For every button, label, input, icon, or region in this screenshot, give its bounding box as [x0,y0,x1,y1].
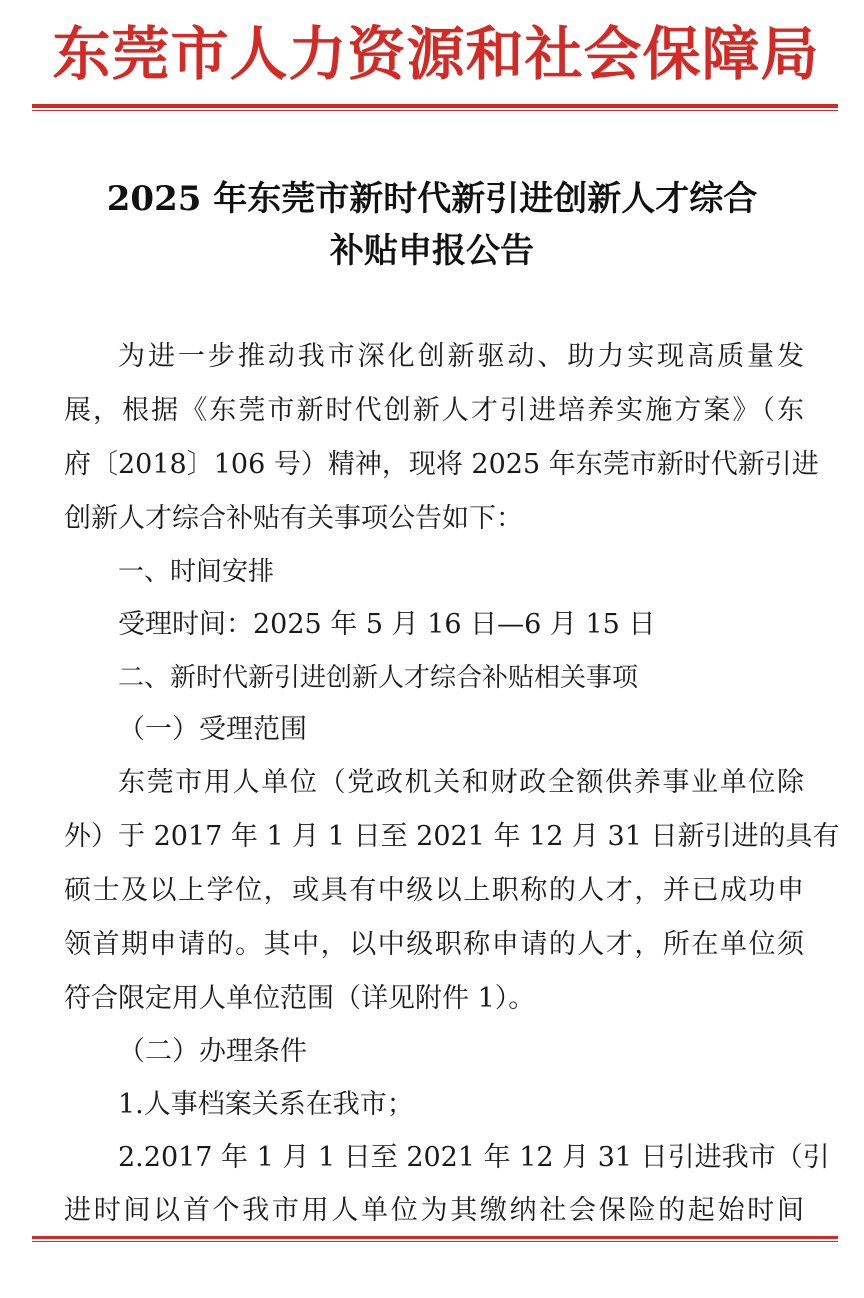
paragraph-line: 东莞市用人单位（党政机关和财政全额供养事业单位除 [118,767,804,798]
paragraph-line: 硕士及以上学位，或具有中级以上职称的人才，并已成功申 [64,875,804,906]
subsection-heading: （二）办理条件 [118,1036,307,1067]
letterhead-org-name: 东莞市人力资源和社会保障局 [52,20,820,88]
paragraph-line: 进时间以首个我市用人单位为其缴纳社会保险的起始时间 [64,1195,804,1226]
paragraph-line: 外）于 2017 年 1 月 1 日至 2021 年 12 月 31 日新引进的具有 [64,821,840,852]
paragraph-line: 领首期申请的。其中，以中级职称申请的人才，所在单位须 [64,929,804,960]
section-heading: 二、新时代新引进创新人才综合补贴相关事项 [118,663,639,693]
paragraph-line: 1.人事档案关系在我市； [118,1089,414,1120]
footer-red-rule [32,1236,838,1239]
paragraph-line: 2.2017 年 1 月 1 日至 2021 年 12 月 31 日引进我市（引 [118,1142,830,1173]
paragraph-line: 府〔2018〕106 号）精神，现将 2025 年东莞市新时代新引进 [64,449,819,480]
paragraph-line: 受理时间：2025 年 5 月 16 日—6 月 15 日 [118,609,656,640]
paragraph-line: 展，根据《东莞市新时代创新人才引进培养实施方案》（东 [64,395,804,426]
letterhead-red-rule [32,104,838,108]
subsection-heading: （一）受理范围 [118,714,307,745]
letterhead-red-rule-thin [32,110,838,111]
paragraph-line: 符合限定用人单位范围（详见附件 1）。 [64,983,536,1014]
section-heading: 一、时间安排 [118,557,275,587]
paragraph-line: 创新人才综合补贴有关事项公告如下： [64,503,523,534]
document-title-line-2: 补贴申报公告 [330,231,534,271]
paragraph-line: 为进一步推动我市深化创新驱动、助力实现高质量发 [118,341,804,372]
footer-red-rule-thin [32,1241,838,1242]
document-title-line-1: 2025 年东莞市新时代新引进创新人才综合 [106,179,758,219]
